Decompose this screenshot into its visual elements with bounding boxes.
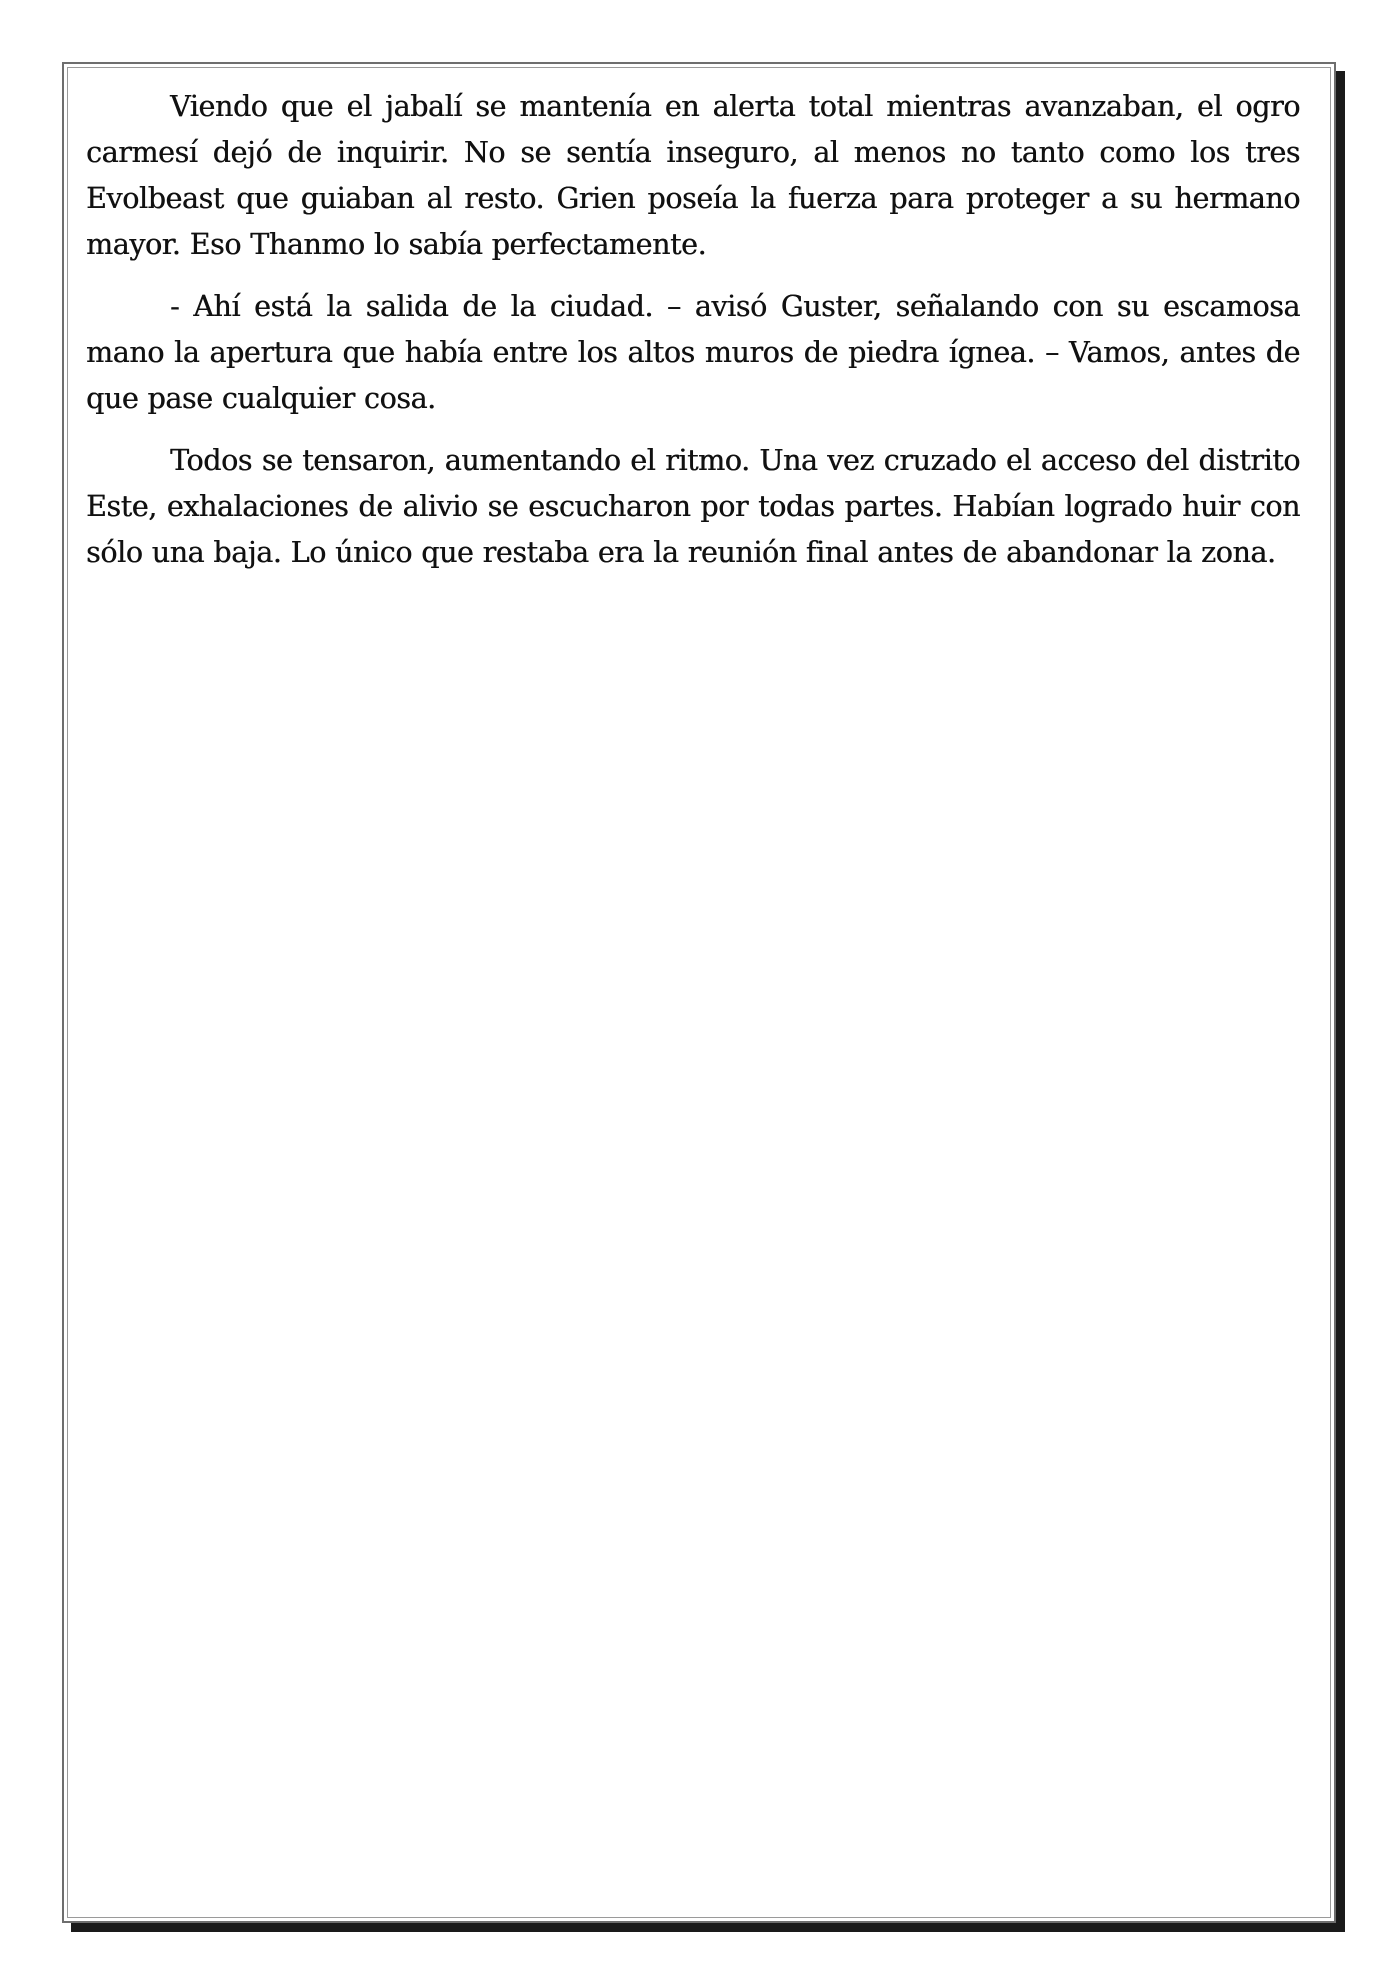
paragraph-3: Todos se tensaron, aumentando el ritmo. Una vez cruzado el acceso del distrito Este, exhalaciones de alivio se escucharon por todas partes. Habían logrado huir con sólo una baja. Lo único que restaba era la reunión final antes de abandonar la zona. [86, 444, 1300, 569]
paragraph-1: Viendo que el jabalí se mantenía en alerta total mientras avanzaban, el ogro carmesí dejó de inquirir. No se sentía inseguro, al menos no tanto como los tres Evolbeast que guiaban al resto. Grien poseía la fuerza para proteger a su hermano mayor. Eso Thanmo lo sabía perfectamente. [86, 90, 1300, 261]
text-body [86, 84, 1300, 592]
paragraph-2: - Ahí está la salida de la ciudad. – avisó Guster, señalando con su escamosa mano la apertura que había entre los altos muros de piedra ígnea. – Vamos, antes de que pase cualquier cosa. [86, 290, 1300, 415]
page-frame [62, 62, 1336, 1923]
